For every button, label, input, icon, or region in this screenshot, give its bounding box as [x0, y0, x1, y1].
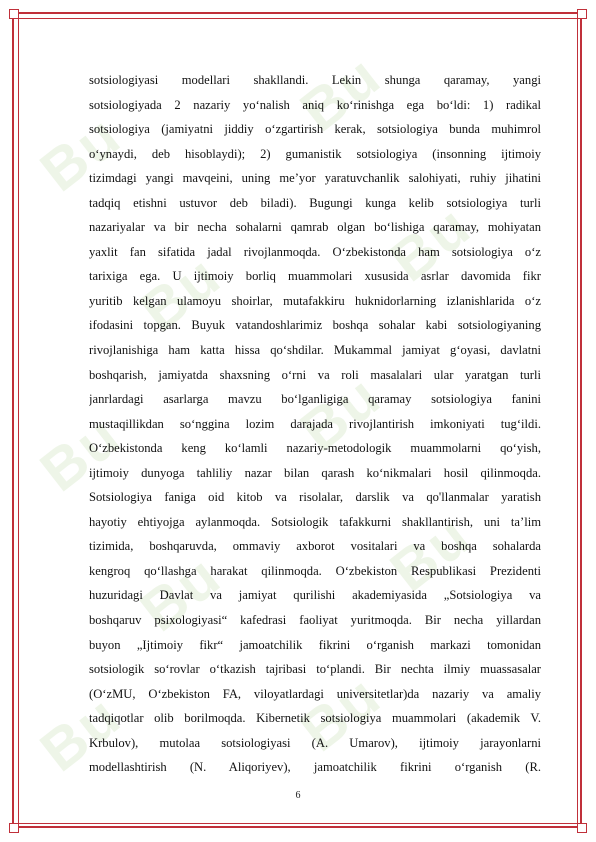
text-line: yaxlit fan sifatida jadal rivojlanmoqda. O‘zbekistonda ham sotsiologiya o‘z [89, 244, 541, 259]
text-line: o‘ynaydi, deb hisoblaydi); 2) gumanistik sotsiologiya (insonning ijtimoiy [89, 146, 541, 161]
page-number: 6 [295, 790, 301, 801]
watermark: Bu [288, 42, 393, 145]
watermark: Bu [128, 542, 233, 645]
watermark: Bu [288, 662, 393, 765]
corner-ornament [9, 823, 19, 833]
watermark: Bu [28, 402, 133, 505]
watermark: Bu [378, 192, 483, 295]
text-line: tadqiqotlar olib borilmoqda. Kibernetik sotsiologiya muammolari (akademik V. [89, 711, 541, 726]
text-line: ifodasini topgan. Buyuk vatandoshlarimiz boshqa sohalar kabi sotsiologiyaning [89, 318, 541, 333]
text-line: tizimdagi yangi mavqeini, uning me’yor yaratuvchanlik salohiyati, ruhiy jihatini [89, 171, 541, 186]
body-text [89, 68, 541, 780]
watermark: Bu [378, 502, 483, 605]
text-line: modellashtirish (N. Aliqoriyev), jamoatchilik fikrini o‘rganish (R. [89, 760, 541, 775]
watermark: Bu [28, 682, 133, 785]
text-line: kengroq qo‘llashga harakat qilinmoqda. O‘zbekiston Respublikasi Prezidenti [89, 563, 541, 578]
text-line: O‘zbekistonda keng ko‘lamli nazariy-metodologik muammolarni qo‘yish, [89, 441, 541, 456]
text-line: sotsiologiyada 2 nazariy yo‘nalish aniq ko‘rinishga ega bo‘ldi: 1) radikal [89, 97, 541, 112]
corner-ornament [9, 9, 19, 19]
watermark: Bu [128, 242, 233, 345]
corner-ornament [577, 9, 587, 19]
text-line: tarixiga ega. U ijtimoiy borliq muammolari xususida asrlar davomida fikr [89, 269, 541, 284]
text-line: sotsiologiyasi modellari shakllandi. Lekin shunga qaramay, yangi [89, 73, 541, 87]
text-line: ijtimoiy dunyoga tahliliy nazar bilan qarash ko‘nikmalari hosil qilinmoqda. [89, 465, 541, 480]
text-line: tizimida, boshqaruvda, ommaviy axborot vositalari va boshqa sohalarda [89, 539, 541, 554]
text-line: rivojlanishiga ham katta hissa qo‘shdilar. Mukammal jamiyat g‘oyasi, davlatni [89, 343, 541, 358]
text-line: sotsiologiya (jamiyatni jiddiy o‘zgartirish kerak, sotsiologiya bunda muhimrol [89, 122, 541, 137]
text-line: sotsiologik so‘rovlar o‘tkazish tajribasi to‘plandi. Bir nechta ilmiy muassasalar [89, 662, 541, 677]
text-line: huzuridagi Davlat va jamiyat qurilishi akademiyasida „Sotsiologiya va [89, 588, 541, 603]
text-line: yuritib kelgan ulamoyu shoirlar, mutafakkiru huknidorlarning izlanishlarida o‘z [89, 293, 541, 308]
text-line: (O‘zMU, O‘zbekiston FA, viloyatlardagi universitetlar)da nazariy va amaliy [89, 686, 541, 701]
text-line: hayotiy ehtiyojga aylanmoqda. Sotsiologik tafakkurni shakllantirish, uni ta’lim [89, 514, 541, 529]
text-line: tadqiq etishni ustuvor deb biladi). Bugungi kunga kelib sotsiologiya turli [89, 195, 541, 210]
watermark: Bu [288, 362, 393, 465]
text-line: boshqarish, jamiyatda shaxsning o‘rni va roli masalalari ular yaratgan turli [89, 367, 541, 382]
text-line: boshqaruv psixologiyasi“ kafedrasi faoliyat yuritmoqda. Bir necha yillardan [89, 613, 541, 628]
text-line: Sotsiologiya faniga oid kitob va risolalar, darslik va qo'llanmalar yaratish [89, 490, 541, 505]
text-line: mustaqillikdan so‘nggina lozim darajada rivojlantirish imkoniyati tug‘ildi. [89, 416, 541, 431]
text-line: janrlardagi asarlarga mavzu bo‘lganligiga qaramay sotsiologiya fanini [89, 392, 541, 407]
corner-ornament [577, 823, 587, 833]
watermark: Bu [28, 102, 133, 205]
text-line: buyon „Ijtimoiy fikr“ jamoatchilik fikrini o‘rganish markazi tomonidan [89, 637, 541, 652]
text-line: nazariyalar va bir necha sohalarni qamrab olgan bo‘lishiga qaramay, mohiyatan [89, 220, 541, 235]
text-line: Krbulov), mutolaa sotsiologiyasi (A. Umarov), ijtimoiy jarayonlarni [89, 735, 541, 750]
